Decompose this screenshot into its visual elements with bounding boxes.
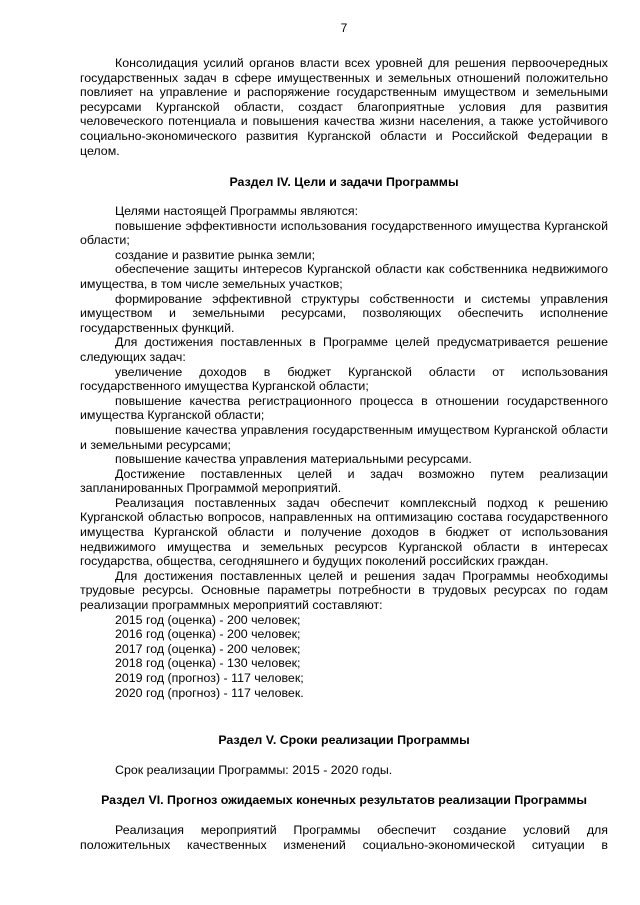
section-6-title: Раздел VI. Прогноз ожидаемых конечных результатов реализации Программы [101, 793, 587, 807]
task-item: повышение качества регистрационного процесса в отношении государственного имущества Курганской области; [80, 393, 608, 423]
goal-item: повышение эффективности использования государственного имущества Курганской области; [80, 218, 608, 248]
section-4-title: Раздел IV. Цели и задачи Программы [229, 175, 459, 189]
section-6-body [80, 823, 608, 852]
tasks-intro: Для достижения поставленных в Программе целей предусматривается решение следующих задач: [80, 335, 608, 364]
goal-item: создание и развитие рынка земли; [115, 247, 316, 262]
task-item: повышение качества управления государственным имуществом Курганской области и земельными ресурсами; [80, 422, 608, 452]
intro-paragraph: Консолидация усилий органов власти всех уровней для решения первоочередных государственных задач в сфере имущественных и земельных отношений положительно повлияет на управление и распоряжение государственным имуществом и земельными ресурсами Курганской области, создаст благоприятные условия для развития человеческого потенциала и повышения качества жизни населения, а также устойчивого социально-экономического развития Курганской области и Российской Федерации в целом. [80, 56, 608, 158]
achievement-paragraph: Достижение поставленных целей и задач возможно путем реализации запланированных Программой мероприятий. [80, 466, 608, 496]
task-item: повышение качества управления материальными ресурсами. [115, 452, 472, 467]
labor-list-item: 2016 год (оценка) - 200 человек; [115, 627, 301, 642]
program-term: Срок реализации Программы: 2015 - 2020 годы. [115, 763, 393, 777]
labor-list-item: 2018 год (оценка) - 130 человек; [115, 656, 301, 671]
labor-list-item: 2020 год (прогноз) - 117 человек. [115, 685, 304, 700]
section-4-body [80, 204, 608, 700]
labor-list [80, 613, 608, 701]
goals-intro: Целями настоящей Программы являются: [115, 204, 359, 218]
labor-resources-paragraph: Для достижения поставленных целей и решения задач Программы необходимы трудовые ресурсы. Основные параметры потребности в трудовых ресурсах по годам реализации программных мероприятий составляют: [80, 568, 608, 613]
labor-list-item: 2019 год (прогноз) - 117 человек; [115, 671, 304, 685]
task-item: увеличение доходов в бюджет Курганской области от использования государственного имущества Курганской области; [80, 364, 608, 394]
page-number: 7 [340, 21, 348, 35]
section-5-title: Раздел V. Сроки реализации Программы [218, 733, 470, 747]
goal-item: формирование эффективной структуры собственности и системы управления имуществом и земельными ресурсами, позволяющих обеспечить исполнение государственных функций. [80, 291, 608, 335]
section-5-body [80, 763, 608, 778]
labor-list-item: 2015 год (оценка) - 200 человек; [115, 612, 301, 627]
intro-block [80, 56, 608, 158]
implementation-paragraph: Реализация поставленных задач обеспечит комплексный подход к решению Курганской областью вопросов, направленных на оптимизацию состава государственного имущества Курганской области и получение доходов в бюджет от использования недвижимого имущества и земельных ресурсов Курганской области в интересах государства, общества, сегодняшнего и будущих поколений российских граждан. [80, 495, 608, 569]
labor-list-item: 2017 год (оценка) - 200 человек; [115, 641, 301, 656]
forecast-paragraph: Реализация мероприятий Программы обеспечит создание условий для положительных качественных изменений социально-экономической ситуации в [80, 823, 608, 852]
goal-item: обеспечение защиты интересов Курганской области как собственника недвижимого имущества, в том числе земельных участков; [80, 262, 608, 291]
